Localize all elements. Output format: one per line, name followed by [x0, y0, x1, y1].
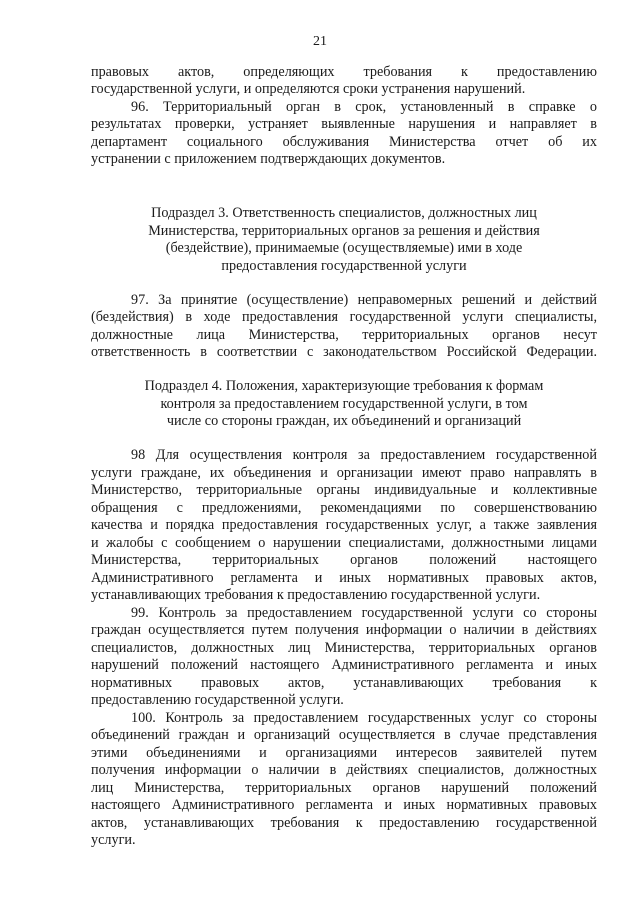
page-number: 21 — [313, 34, 327, 49]
section-heading-line: Подраздел 3. Ответственность специалистов, должностных лиц — [151, 205, 537, 221]
text-line: должностные лица Министерства, территориальных органов несут — [91, 327, 597, 343]
section-heading-line: предоставления государственной услуги — [221, 258, 467, 274]
text-line: обращения с предложениями, рекомендациями по совершенствованию — [91, 500, 597, 516]
section-heading-line: Министерства, территориальных органов за решения и действия — [148, 223, 540, 239]
text-line: государственной услуги, и определяются сроки устранения нарушений. — [91, 81, 526, 97]
text-line: 100. Контроль за предоставлением государственных услуг со стороны — [131, 710, 597, 726]
text-line: и жалобы с сообщением о нарушении специалистами, должностными лицами — [91, 535, 597, 551]
text-line: специалистов, должностных лиц Министерства, территориальных органов — [91, 640, 597, 656]
text-line: получения информации о наличии в действиях специалистов, должностных — [91, 762, 597, 778]
text-line: объединений граждан и организаций осуществляется в случае представления — [91, 727, 597, 743]
text-line: лиц Министерства, территориальных органов нарушений положений — [91, 780, 597, 796]
text-line: устанавливающих требования к предоставлению государственной услуги. — [91, 587, 541, 603]
section-heading-line: числе со стороны граждан, их объединений и организаций — [166, 413, 522, 429]
text-line: нормативных правовых актов, устанавливающих требования к — [91, 675, 597, 691]
text-line: услуги граждане, их объединения и организации имеют право направлять в — [91, 465, 597, 481]
text-line: граждан осуществляется путем получения информации о наличии в действиях — [91, 622, 597, 638]
text-line: устранении с приложением подтверждающих документов. — [91, 151, 446, 167]
text-line: качества и порядка предоставления государственных услуг, а также заявления — [91, 517, 597, 533]
text-line: услуги. — [91, 832, 136, 848]
text-line: 98 Для осуществления контроля за предоставлением государственной — [131, 447, 597, 463]
text-line: Министерство, территориальные органы индивидуальные и коллективные — [91, 482, 597, 498]
text-line: (бездействия) в ходе предоставления государственной услуги специалисты, — [91, 309, 597, 325]
text-line: предоставлению государственной услуги. — [91, 692, 344, 708]
text-line: актов, устанавливающих требования к предоставлению государственной — [91, 815, 597, 831]
text-line: этими объединениями и организациями интересов заявителей путем — [91, 745, 597, 761]
section-heading-line: (бездействие), принимаемые (осуществляемые) ими в ходе — [165, 240, 523, 256]
text-line: нарушений положений настоящего Административного регламента и иных — [91, 657, 597, 673]
text-line: ответственность в соответствии с законодательством Российской Федерации. — [91, 344, 597, 360]
text-line: 96. Территориальный орган в срок, установленный в справке о — [131, 99, 597, 115]
section-heading-line: контроля за предоставлением государственной услуги, в том — [160, 396, 528, 412]
text-line: Министерства, территориальных органов положений настоящего — [91, 552, 597, 568]
text-line: 97. За принятие (осуществление) неправомерных решений и действий — [131, 292, 597, 308]
text-line: Административного регламента и иных нормативных правовых актов, — [91, 570, 597, 586]
text-line: правовых актов, определяющих требования к предоставлению — [91, 64, 597, 80]
text-line: настоящего Административного регламента и иных нормативных правовых — [91, 797, 597, 813]
text-line: департамент социального обслуживания Министерства отчет об их — [91, 134, 597, 150]
section-heading-line: Подраздел 4. Положения, характеризующие требования к формам — [144, 378, 544, 394]
text-line: 99. Контроль за предоставлением государственной услуги со стороны — [131, 605, 597, 621]
text-line: результатах проверки, устраняет выявленные нарушения и направляет в — [91, 116, 597, 132]
